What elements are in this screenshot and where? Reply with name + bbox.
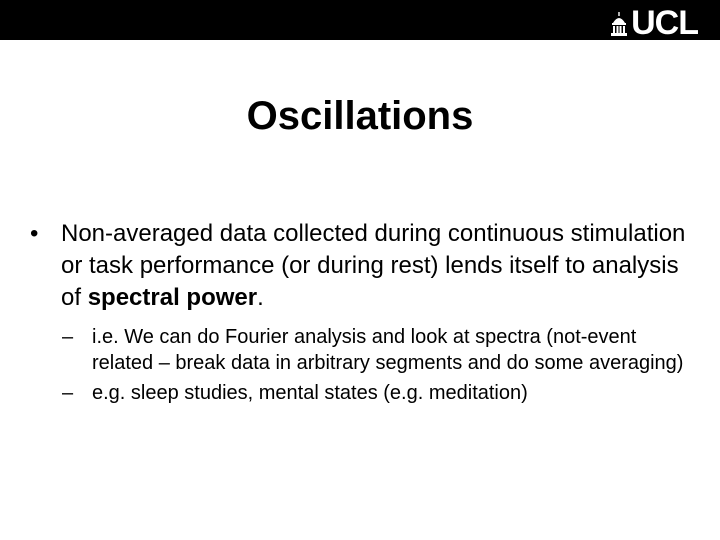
sub-bullet-marker: – bbox=[62, 382, 74, 404]
logo-wordmark: UCL bbox=[631, 4, 698, 42]
bullet-emphasis: spectral power bbox=[87, 284, 258, 311]
bullet-item bbox=[30, 218, 690, 314]
slide-title: Oscillations bbox=[246, 94, 474, 138]
portico-dome-icon bbox=[610, 12, 628, 36]
sub-bullet-text: e.g. sleep studies, mental states (e.g. meditation) bbox=[92, 382, 528, 404]
sub-bullet-list bbox=[62, 324, 690, 406]
header-bar bbox=[0, 0, 720, 40]
bullet-text-end: . bbox=[257, 284, 264, 311]
sub-bullet-item bbox=[62, 324, 690, 376]
ucl-logo bbox=[610, 4, 698, 42]
bullet-text: Non-averaged data collected during continuous stimulation or task performance (or during rest) lends itself to analysis of bbox=[61, 220, 686, 311]
sub-bullet-marker: – bbox=[62, 326, 74, 348]
slide-body bbox=[30, 218, 690, 410]
bullet-marker: • bbox=[30, 220, 39, 247]
sub-bullet-text: i.e. We can do Fourier analysis and look at spectra (not-event related – break data in arbitrary segments and do some averaging) bbox=[92, 326, 684, 374]
sub-bullet-item bbox=[62, 380, 690, 406]
